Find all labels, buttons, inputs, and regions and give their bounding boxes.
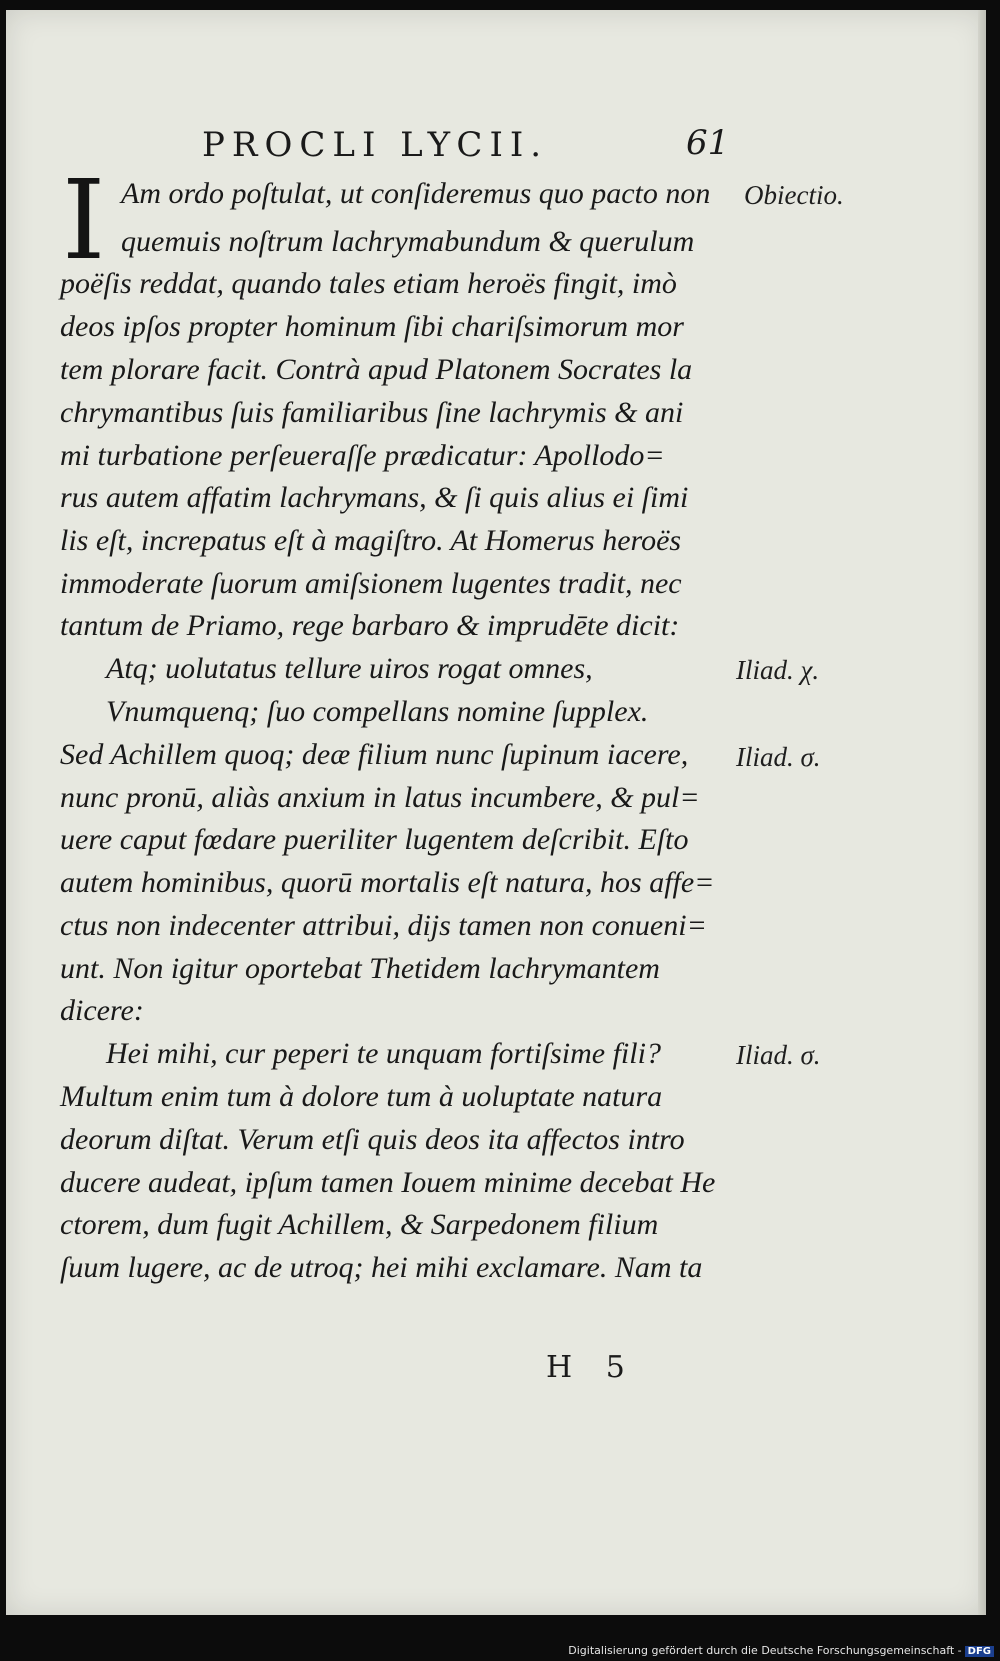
text-line: ctorem, dum fugit Achillem, & Sarpedonem filium <box>60 1208 659 1241</box>
text-line: poëſis reddat, quando tales etiam heroës fingit, imò <box>60 267 677 300</box>
page-number: 61 <box>686 123 730 163</box>
text-line: rus autem affatim lachrymans, & ſi quis alius ei ſimi <box>60 481 689 514</box>
text-line: tantum de Priamo, rege barbaro & imprudēte dicit: <box>60 609 680 642</box>
text-line: dicere: <box>60 994 144 1027</box>
verse-line: Hei mihi, cur peperi te unquam fortiſsime fili? <box>106 1037 661 1070</box>
margin-note: Obiectio. <box>744 180 844 210</box>
text-line: ſuum lugere, ac de utroq; hei mihi exclamare. Nam ta <box>60 1251 703 1284</box>
text-line: ctus non indecenter attribui, dijs tamen non conueni= <box>60 909 707 942</box>
text-line: lis eſt, increpatus eſt à magiſtro. At Homerus heroës <box>60 524 682 557</box>
text-line: Sed Achillem quoq; deæ filium nunc ſupinum iacere, <box>60 738 689 771</box>
text-line: chrymantibus ſuis familiaribus ſine lachrymis & ani <box>60 396 684 429</box>
page-edge <box>978 10 986 1615</box>
text-line: tem plorare facit. Contrà apud Platonem Socrates la <box>60 353 693 386</box>
drop-initial: I <box>62 156 106 284</box>
text-line: Multum enim tum à dolore tum à uoluptate natura <box>60 1080 663 1113</box>
margin-note: Iliad. σ. <box>736 1040 821 1070</box>
text-line: deorum diſtat. Verum etſi quis deos ita affectos intro <box>60 1123 685 1156</box>
text-line: immoderate ſuorum amiſsionem lugentes tradit, nec <box>60 567 682 600</box>
signature-mark: H 5 <box>546 1350 637 1385</box>
text-line: Am ordo poſtulat, ut conſideremus quo pacto non <box>121 177 711 210</box>
text-line: ducere audeat, ipſum tamen Iouem minime decebat He <box>60 1166 716 1199</box>
text-line: uere caput fœdare pueriliter lugentem deſcribit. Eſto <box>60 823 689 856</box>
running-title: PROCLI LYCII. <box>202 125 549 165</box>
verse-line: Vnumquenq; ſuo compellans nomine ſupplex. <box>106 695 649 728</box>
credit-text: Digitalisierung gefördert durch die Deutsche Forschungsgemeinschaft - <box>568 1644 962 1657</box>
text-line: mi turbatione perſeueraſſe prædicatur: Apollodo= <box>60 439 665 472</box>
text-line: nunc pronū, aliàs anxium in latus incumbere, & pul= <box>60 781 700 814</box>
text-line: autem hominibus, quorū mortalis eſt natura, hos affe= <box>60 866 715 899</box>
verse-line: Atq; uolutatus tellure uiros rogat omnes, <box>106 652 593 685</box>
margin-note: Iliad. χ. <box>736 655 820 685</box>
text-line: unt. Non igitur oportebat Thetidem lachrymantem <box>60 952 660 985</box>
margin-note: Iliad. σ. <box>736 742 821 772</box>
text-line: deos ipſos propter hominum ſibi chariſsimorum mor <box>60 310 684 343</box>
dfg-logo: DFG <box>965 1646 994 1657</box>
text-line: quemuis noſtrum lachrymabundum & querulum <box>121 225 695 258</box>
digitization-credit <box>568 1644 994 1657</box>
book-page <box>6 10 986 1615</box>
